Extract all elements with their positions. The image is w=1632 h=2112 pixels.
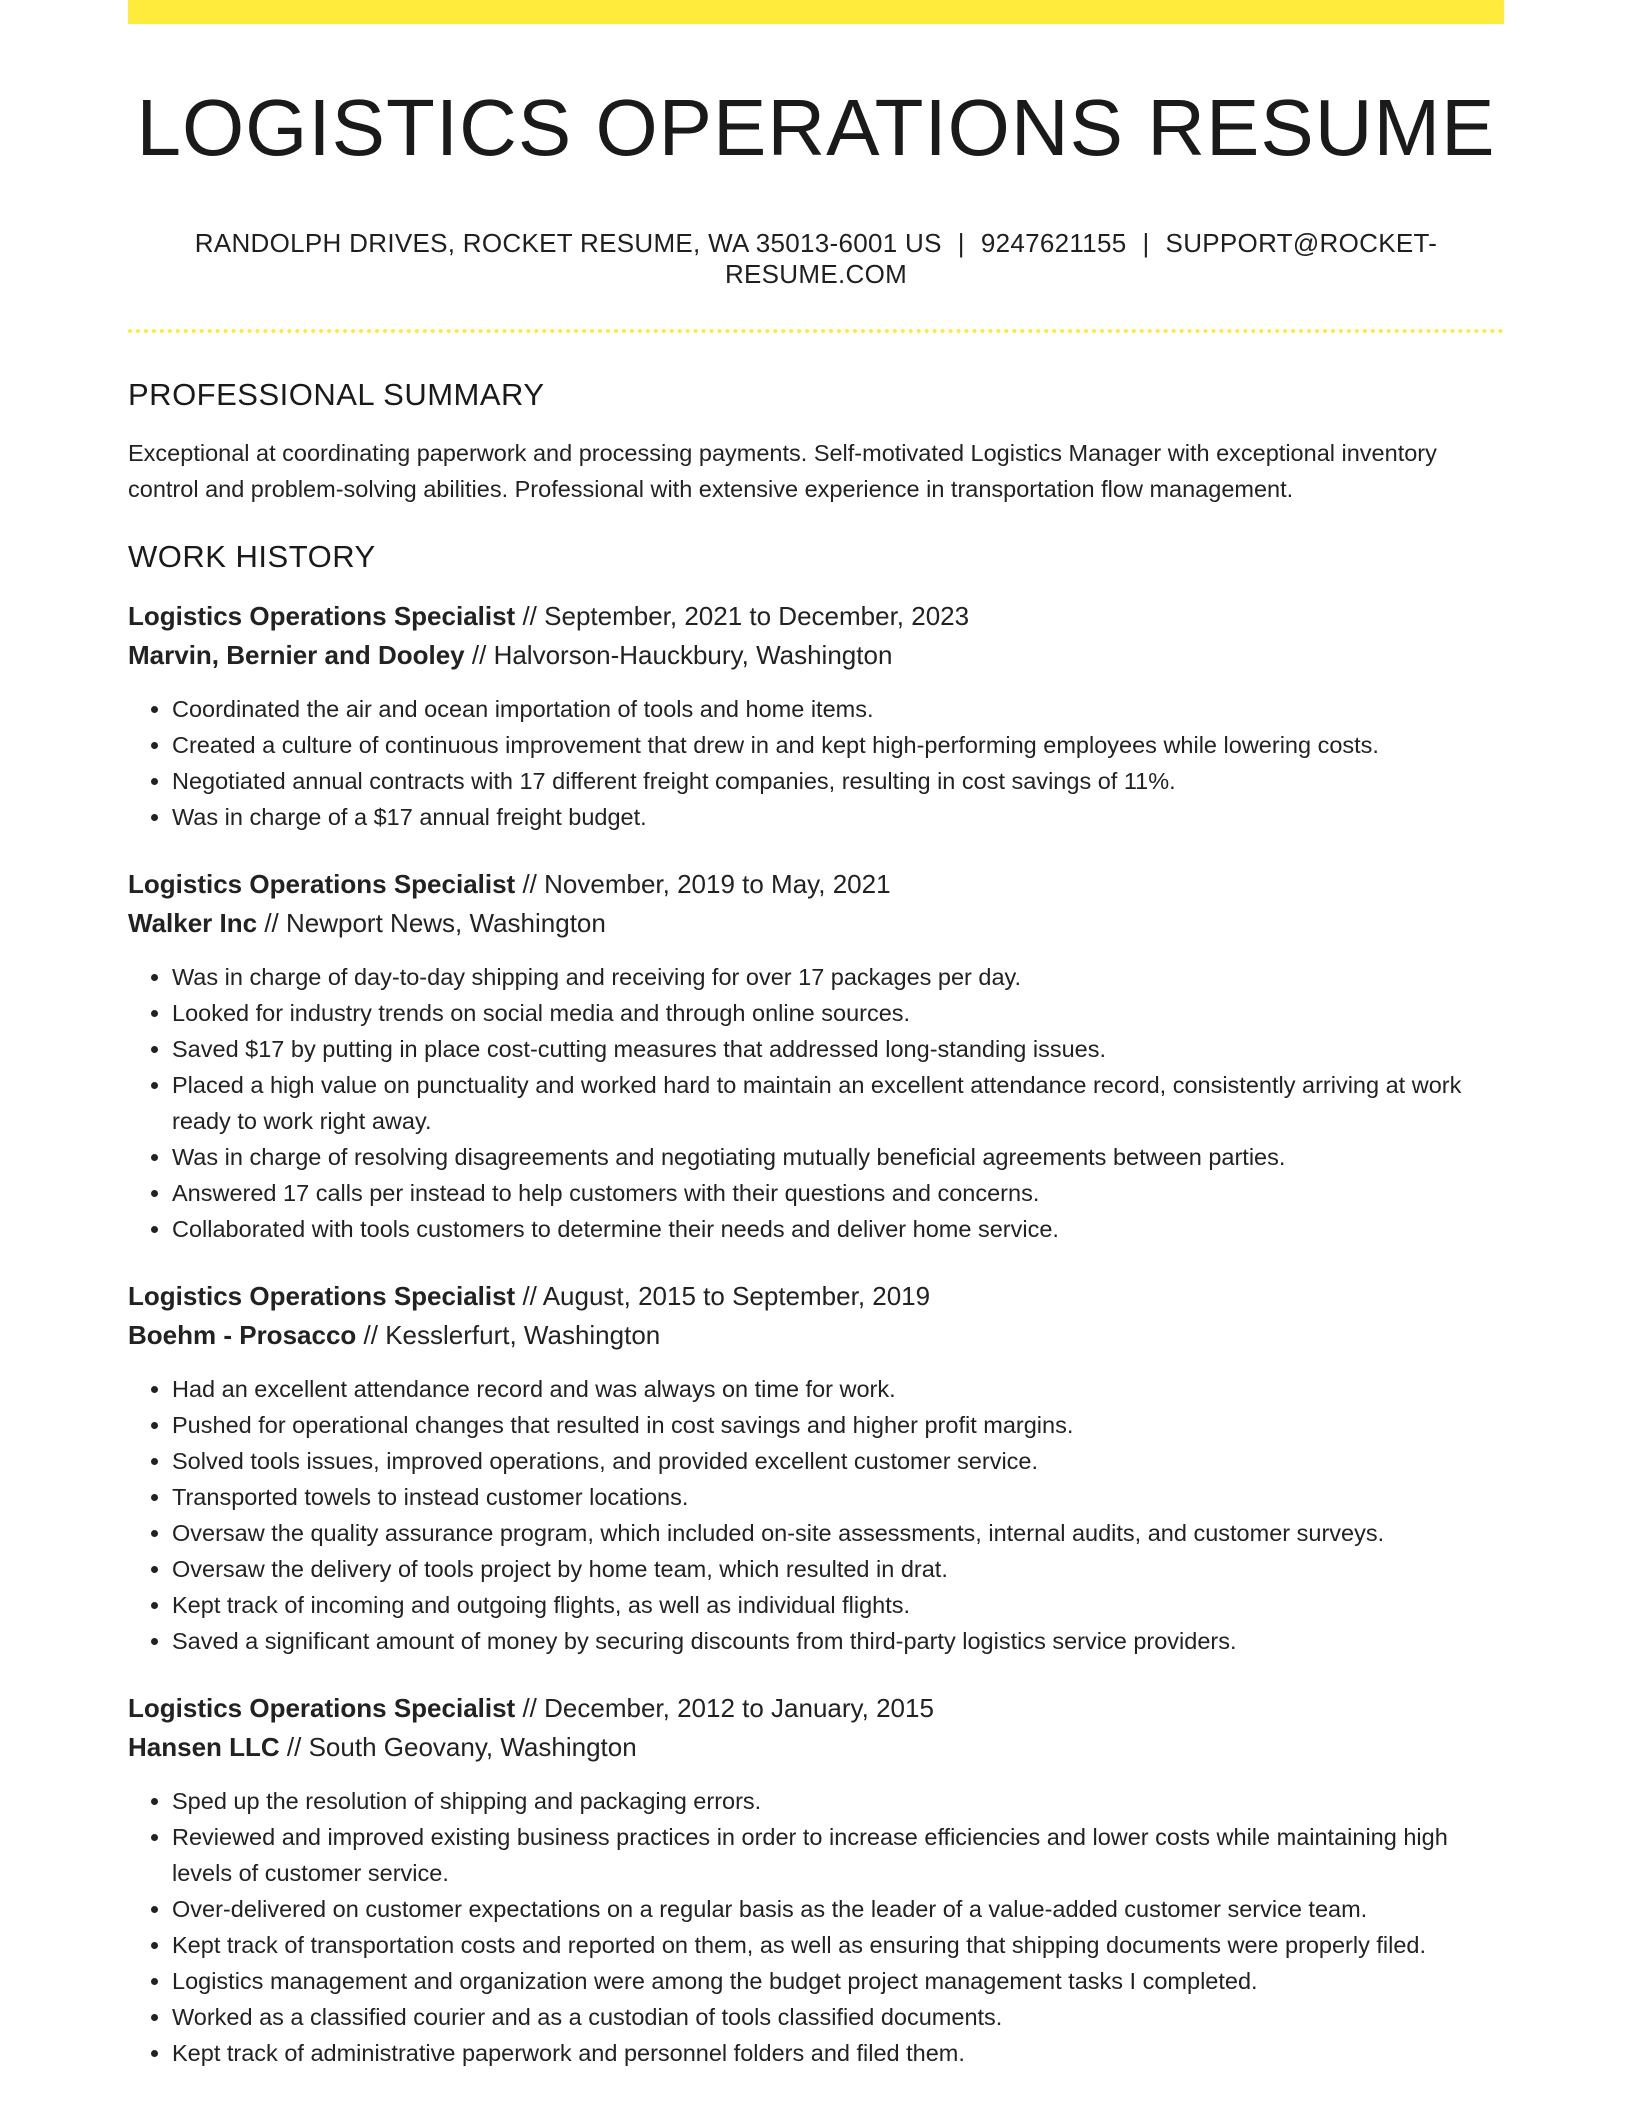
job-role: Logistics Operations Specialist [128,1693,516,1723]
job-company: Boehm - Prosacco [128,1320,357,1350]
job-bullet: • Had an excellent attendance record and was always on time for work. [172,1371,1504,1407]
job-bullet: • Placed a high value on punctuality and worked hard to maintain an excellent attendance record, consistently arriving at work ready to work right away. [172,1067,1504,1139]
job-bullet: • Kept track of incoming and outgoing flights, as well as individual flights. [172,1587,1504,1623]
summary-heading: PROFESSIONAL SUMMARY [128,377,545,412]
job-bullet: • Over-delivered on customer expectations on a regular basis as the leader of a value-added customer service team. [172,1891,1504,1927]
job-company-line [128,636,1504,675]
job-bullet: • Logistics management and organization were among the budget project management tasks I completed. [172,1963,1504,1999]
contact-line [128,228,1504,290]
job-separator: // [515,601,545,631]
job-separator: // [464,640,494,670]
job-bullet: • Worked as a classified courier and as a custodian of tools classified documents. [172,1999,1504,2035]
job-entry [128,1277,1504,1659]
dotted-divider [128,329,1504,333]
job-entry [128,597,1504,835]
job-bullet: • Oversaw the delivery of tools project by home team, which resulted in drat. [172,1551,1504,1587]
job-bullet: • Was in charge of day-to-day shipping and receiving for over 17 packages per day. [172,959,1504,995]
job-title-line [128,597,1504,636]
job-company: Walker Inc [128,908,258,938]
job-bullet: • Looked for industry trends on social media and through online sources. [172,995,1504,1031]
job-location: Halvorson-Hauckbury, Washington [493,640,893,670]
contact-separator: | [1142,228,1150,258]
job-entry [128,1689,1504,2071]
job-bullets [128,1371,1504,1659]
job-company-line [128,1316,1504,1355]
job-bullet: • Negotiated annual contracts with 17 different freight companies, resulting in cost savings of 11%. [172,763,1504,799]
job-title-line [128,1689,1504,1728]
job-bullet: • Kept track of administrative paperwork and personnel folders and filed them. [172,2035,1504,2071]
work-history-list [128,597,1504,2071]
job-dates: August, 2015 to September, 2019 [542,1281,931,1311]
job-dates: December, 2012 to January, 2015 [544,1693,934,1723]
job-title-line [128,865,1504,904]
job-bullet: • Was in charge of a $17 annual freight budget. [172,799,1504,835]
job-separator: // [257,908,286,938]
resume-page [128,0,1504,2071]
job-bullet: • Collaborated with tools customers to determine their needs and deliver home service. [172,1211,1504,1247]
job-bullets [128,691,1504,835]
job-bullets [128,1783,1504,2071]
contact-email: SUPPORT@ROCKET-RESUME.COM [724,228,1438,289]
job-bullet: • Was in charge of resolving disagreements and negotiating mutually beneficial agreements between parties. [172,1139,1504,1175]
contact-separator: | [957,228,965,258]
job-bullet: • Saved a significant amount of money by securing discounts from third-party logistics service providers. [172,1623,1504,1659]
job-location: South Geovany, Washington [308,1732,637,1762]
summary-text: Exceptional at coordinating paperwork and processing payments. Self-motivated Logistics Manager with exceptional inventory control and problem-solving abilities. Professional with extensive experience in transportation flow management. [128,440,1437,502]
job-bullet: • Pushed for operational changes that resulted in cost savings and higher profit margins. [172,1407,1504,1443]
job-separator: // [279,1732,309,1762]
job-title-line [128,1277,1504,1316]
job-bullet: • Sped up the resolution of shipping and packaging errors. [172,1783,1504,1819]
resume-title: LOGISTICS OPERATIONS RESUME [136,83,1496,172]
job-separator: // [515,869,545,899]
job-bullet: • Created a culture of continuous improvement that drew in and kept high-performing employees while lowering costs. [172,727,1504,763]
job-role: Logistics Operations Specialist [128,869,516,899]
job-bullet: • Solved tools issues, improved operations, and provided excellent customer service. [172,1443,1504,1479]
job-dates: September, 2021 to December, 2023 [544,601,970,631]
accent-top-bar [128,0,1504,24]
job-bullets [128,959,1504,1247]
job-bullet: • Transported towels to instead customer locations. [172,1479,1504,1515]
work-history-heading: WORK HISTORY [128,539,376,574]
job-entry [128,865,1504,1247]
job-company-line [128,1728,1504,1767]
job-separator: // [356,1320,386,1350]
job-bullet: • Oversaw the quality assurance program, which included on-site assessments, internal audits, and customer surveys. [172,1515,1504,1551]
job-dates: November, 2019 to May, 2021 [544,869,891,899]
job-separator: // [515,1281,543,1311]
job-company: Marvin, Bernier and Dooley [128,640,465,670]
job-role: Logistics Operations Specialist [128,1281,516,1311]
job-separator: // [515,1693,545,1723]
contact-address: RANDOLPH DRIVES, ROCKET RESUME, WA 35013-6001 US [194,228,942,258]
job-role: Logistics Operations Specialist [128,601,516,631]
job-location: Kesslerfurt, Washington [385,1320,661,1350]
job-bullet: • Answered 17 calls per instead to help customers with their questions and concerns. [172,1175,1504,1211]
job-location: Newport News, Washington [286,908,606,938]
job-bullet: • Kept track of transportation costs and reported on them, as well as ensuring that shipping documents were properly filed. [172,1927,1504,1963]
contact-phone: 9247621155 [980,228,1127,258]
job-bullet: • Saved $17 by putting in place cost-cutting measures that addressed long-standing issues. [172,1031,1504,1067]
job-company: Hansen LLC [128,1732,280,1762]
job-bullet: • Reviewed and improved existing business practices in order to increase efficiencies and lower costs while maintaining high levels of customer service. [172,1819,1504,1891]
job-company-line [128,904,1504,943]
job-bullet: • Coordinated the air and ocean importation of tools and home items. [172,691,1504,727]
